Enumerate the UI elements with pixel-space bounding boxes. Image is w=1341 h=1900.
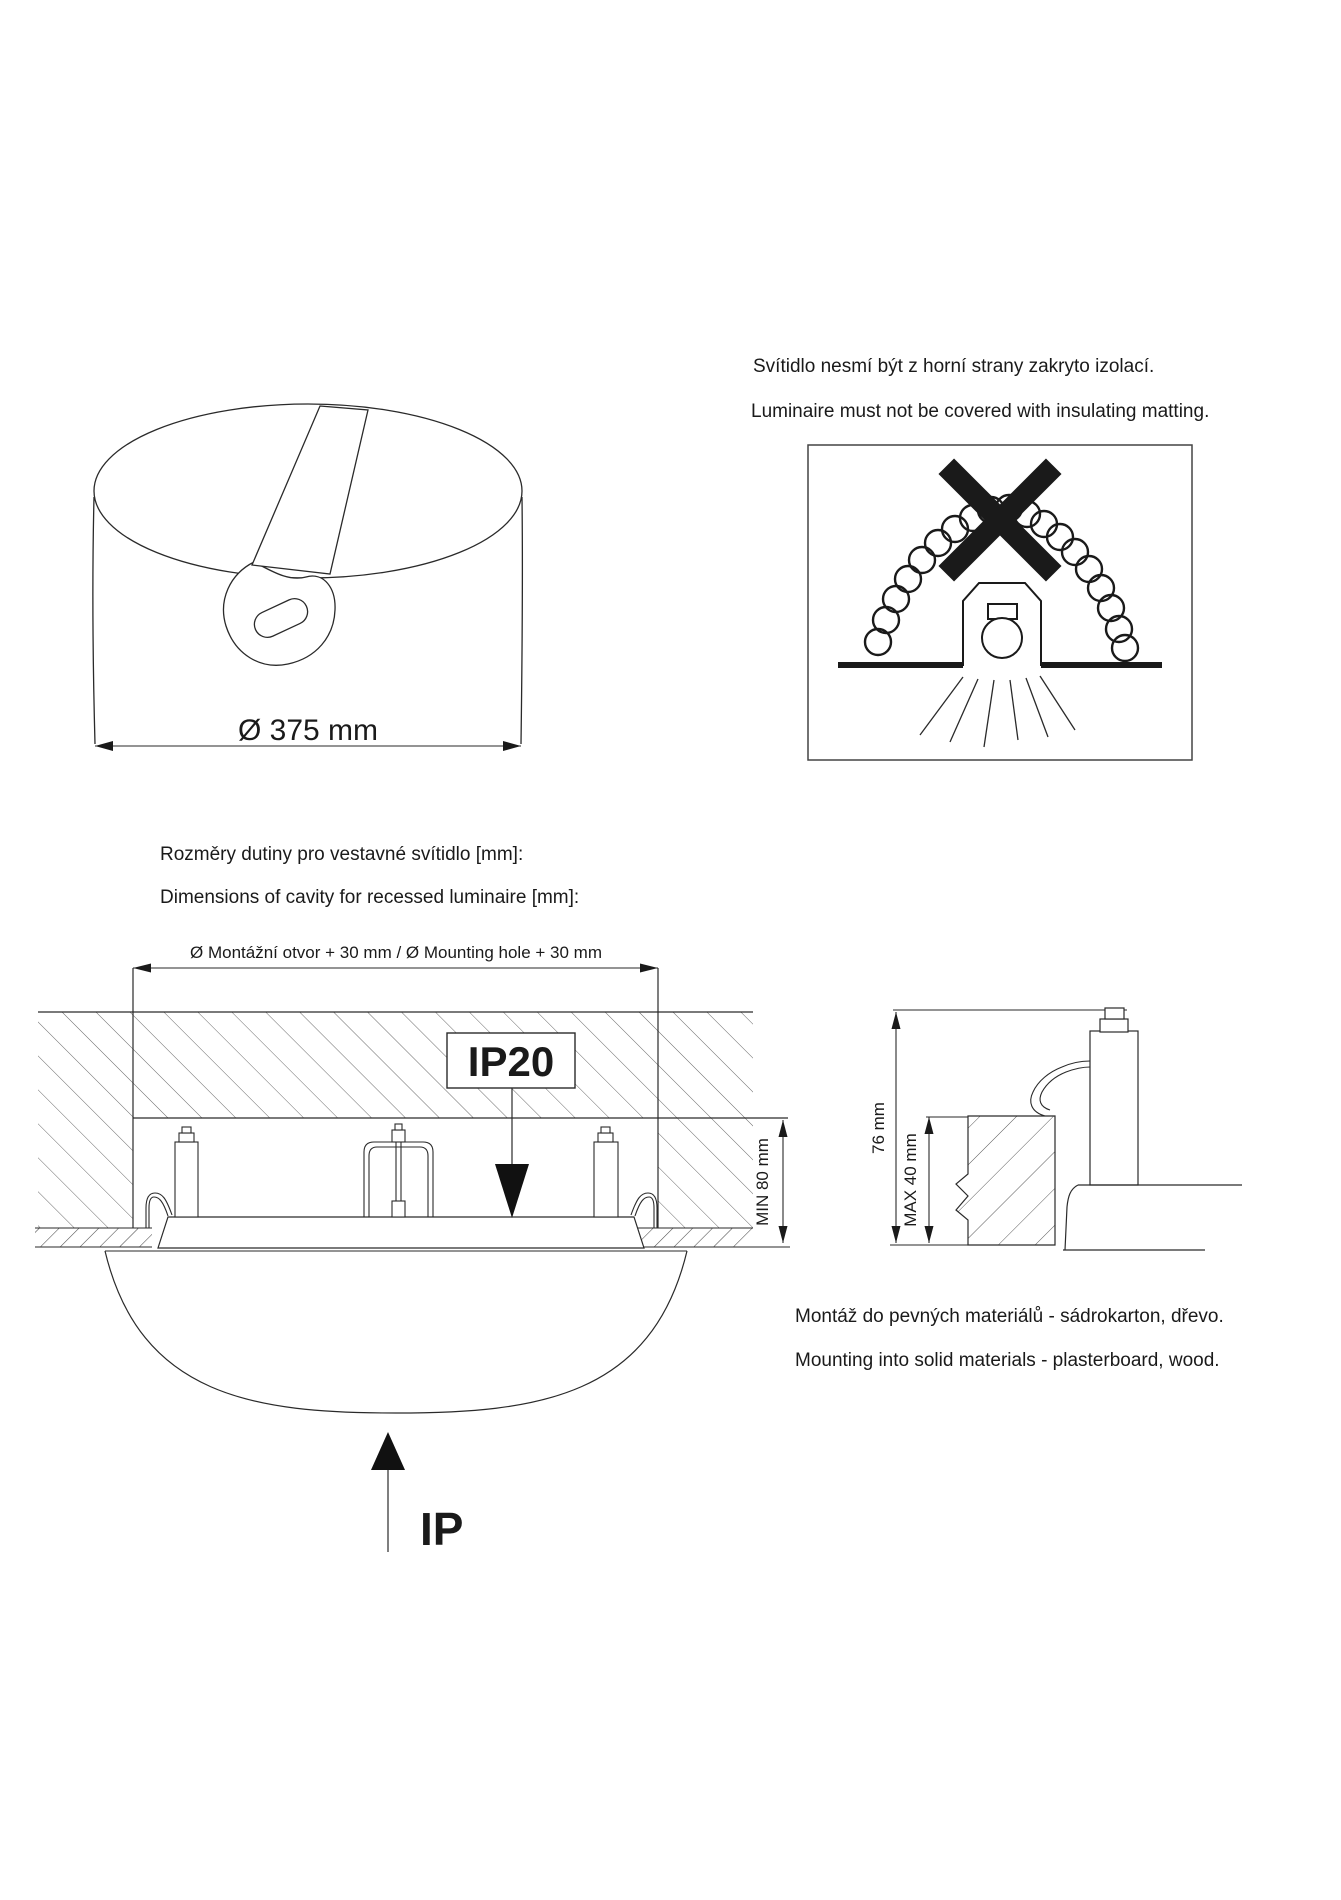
max-thickness-label: MAX 40 mm [901, 1133, 920, 1227]
height-76-label: 76 mm [869, 1102, 888, 1154]
threaded-post-right [594, 1127, 618, 1217]
insulation-note-en: Luminaire must not be covered with insulating matting. [751, 401, 1210, 422]
ip-arrow-icon [371, 1432, 405, 1552]
min-depth-label: MIN 80 mm [753, 1138, 772, 1226]
ceiling-board-right [635, 1228, 790, 1247]
recessed-luminaire-icon [963, 583, 1041, 666]
cavity-heading-en: Dimensions of cavity for recessed luminaire [mm]: [160, 887, 580, 908]
side-spring-clip [1031, 1061, 1090, 1116]
mounting-hole-dimension-label: Ø Montážní otvor + 30 mm / Ø Mounting hole + 30 mm [190, 943, 602, 962]
side-luminaire-flange [1063, 1185, 1242, 1250]
threaded-post-left [175, 1127, 198, 1217]
side-detail-drawing [869, 1008, 1242, 1250]
saw-handle [224, 562, 336, 665]
ip20-badge: IP20 [467, 1038, 555, 1085]
dimension-mounting-hole [133, 964, 658, 973]
ip-arrow-label: IP [420, 1503, 464, 1555]
hole-side-left [93, 497, 95, 744]
hole-side-right [521, 497, 522, 744]
solid-materials-note-en: Mounting into solid materials - plasterboard, wood. [795, 1350, 1220, 1371]
ceiling-board-left [35, 1228, 152, 1247]
luminaire-body [105, 1124, 687, 1413]
mounting-bracket [364, 1124, 433, 1217]
mounting-hole-drawing [93, 404, 523, 751]
material-block [956, 1116, 1055, 1245]
dimension-min-depth [779, 1120, 788, 1243]
luminaire-flange [158, 1217, 644, 1248]
saw-blade [252, 406, 368, 574]
hole-diameter-label: Ø 375 mm [237, 714, 379, 747]
ceiling-cross-section [35, 943, 790, 1555]
solid-materials-note-cs: Montáž do pevných materiálů - sádrokarton, dřevo. [795, 1306, 1224, 1327]
insulation-note-cs: Svítidlo nesmí být z horní strany zakryto izolací. [753, 356, 1155, 377]
cavity-heading-cs: Rozměry dutiny pro vestavné svítidlo [mm]: [160, 844, 524, 865]
saw-icon [224, 406, 368, 665]
no-insulation-warning-box [808, 445, 1192, 760]
dome-glass [105, 1251, 687, 1413]
side-threaded-post [1090, 1008, 1138, 1185]
